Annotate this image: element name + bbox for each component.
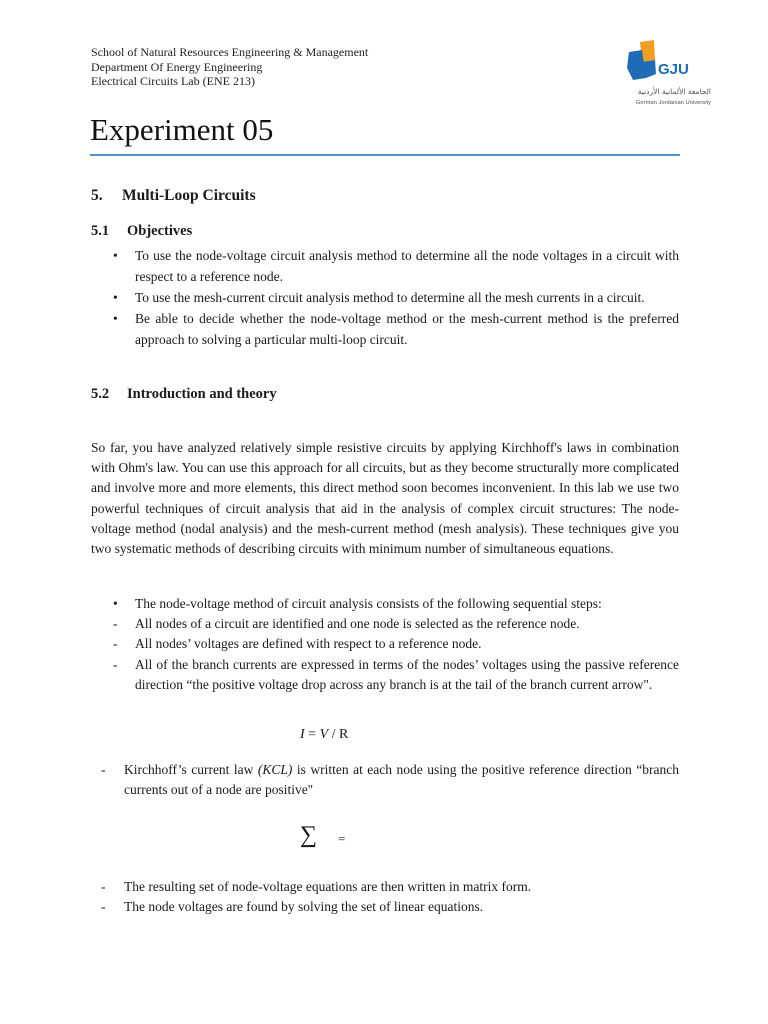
- formula-resistance: R: [339, 727, 349, 742]
- list-item: [91, 287, 679, 308]
- document-header: [91, 45, 368, 89]
- list-item: [91, 655, 679, 695]
- intro-paragraph: So far, you have analyzed relatively simple resistive circuits by applying Kirchhoff's laws in combination with Ohm's law. You can use this approach for all circuits, but as they become structurally more complicated and involve more and more elements, this direct method soon becomes inconvenient. In this lab we use two powerful techniques of circuit analysis that aid in the analysis of complex circuit structures: The node-voltage method (nodal analysis) and the mesh-current method (mesh analysis). These techniques give you two systematic methods of describing circuits with minimum number of simultaneous equations.: [91, 440, 679, 557]
- list-item: [91, 245, 679, 287]
- dash-mark: -: [101, 899, 106, 915]
- list-item-text: Be able to decide whether the node-voltage method or the mesh-current method is the preferred approach to solving a particular multi-loop circuit.: [135, 311, 679, 347]
- dash-mark: -: [113, 636, 118, 652]
- list-item-text: All nodes’ voltages are defined with respect to a reference node.: [135, 636, 482, 652]
- list-item-text: The node voltages are found by solving the set of linear equations.: [124, 899, 484, 915]
- list-item-text: To use the node-voltage circuit analysis method to determine all the node voltages in a circuit with respect to a reference node.: [135, 248, 679, 284]
- formula-current: I: [300, 727, 305, 742]
- kcl-list: [91, 760, 679, 800]
- kcl-text-after: is written at each node using the positive reference direction “branch currents out of a node are positive": [124, 762, 679, 798]
- dash-mark: -: [101, 762, 106, 777]
- section-title: Multi-Loop Circuits: [122, 187, 256, 204]
- list-item: [91, 877, 679, 897]
- kcl-text-before: Kirchhoff’s current law: [124, 762, 258, 777]
- section-5-1-heading: [91, 223, 192, 240]
- bullet-mark: •: [113, 596, 118, 611]
- list-item-text: All of the branch currents are expressed in terms of the nodes’ voltages using the passive reference direction “the positive voltage drop across any branch is at the tail of the branch current arrow".: [135, 656, 679, 692]
- sigma-symbol: ∑: [300, 822, 318, 848]
- list-item-text: The resulting set of node-voltage equations are then written in matrix form.: [124, 879, 532, 894]
- section-title: Introduction and theory: [127, 386, 277, 402]
- kcl-abbr: (KCL): [257, 762, 293, 777]
- dash-mark: -: [113, 656, 118, 672]
- list-item: [91, 634, 679, 654]
- list-item: [91, 308, 679, 350]
- list-item-text: To use the mesh-current circuit analysis method to determine all the mesh currents in a circuit.: [135, 290, 645, 305]
- equals-sign: =: [338, 831, 346, 846]
- section-number: 5.1: [91, 223, 110, 239]
- final-steps-list: [91, 877, 679, 917]
- list-item: [91, 614, 679, 634]
- page-title: Experiment 05: [90, 112, 274, 147]
- logo-english: German Jordanian University: [635, 100, 711, 106]
- list-item-text: All nodes of a circuit are identified and one node is selected as the reference node.: [135, 616, 580, 632]
- section-number: 5.: [91, 187, 103, 204]
- logo-abbr: GJU: [658, 61, 689, 78]
- objectives-list: [91, 245, 679, 350]
- formula-slash: /: [328, 727, 340, 742]
- list-item: [91, 897, 679, 917]
- dash-mark: -: [101, 879, 106, 894]
- list-item: [91, 594, 679, 614]
- title-rule: [90, 154, 680, 156]
- header-school: School of Natural Resources Engineering & Management: [91, 45, 369, 59]
- formula-voltage: V: [319, 727, 329, 742]
- header-department: Department Of Energy Engineering: [91, 59, 263, 74]
- formula-equals: =: [304, 727, 320, 742]
- bullet-mark: •: [113, 311, 118, 326]
- section-title: Objectives: [127, 223, 193, 239]
- bullet-mark: •: [113, 290, 118, 305]
- gju-logo: [615, 38, 715, 110]
- list-item: [91, 760, 679, 800]
- section-number: 5.2: [91, 386, 110, 402]
- section-5-2-heading: [91, 386, 277, 403]
- header-course: Electrical Circuits Lab (ENE 213): [91, 74, 255, 88]
- logo-arabic: الجامعة الألمانية الأردنية: [637, 87, 711, 96]
- list-item-text: The node-voltage method of circuit analysis consists of the following sequential steps:: [135, 596, 602, 611]
- bullet-mark: •: [113, 248, 118, 263]
- ohms-law-formula: [300, 727, 348, 743]
- node-voltage-steps: [91, 594, 679, 695]
- section-5-heading: [91, 187, 256, 205]
- dash-mark: -: [113, 616, 118, 632]
